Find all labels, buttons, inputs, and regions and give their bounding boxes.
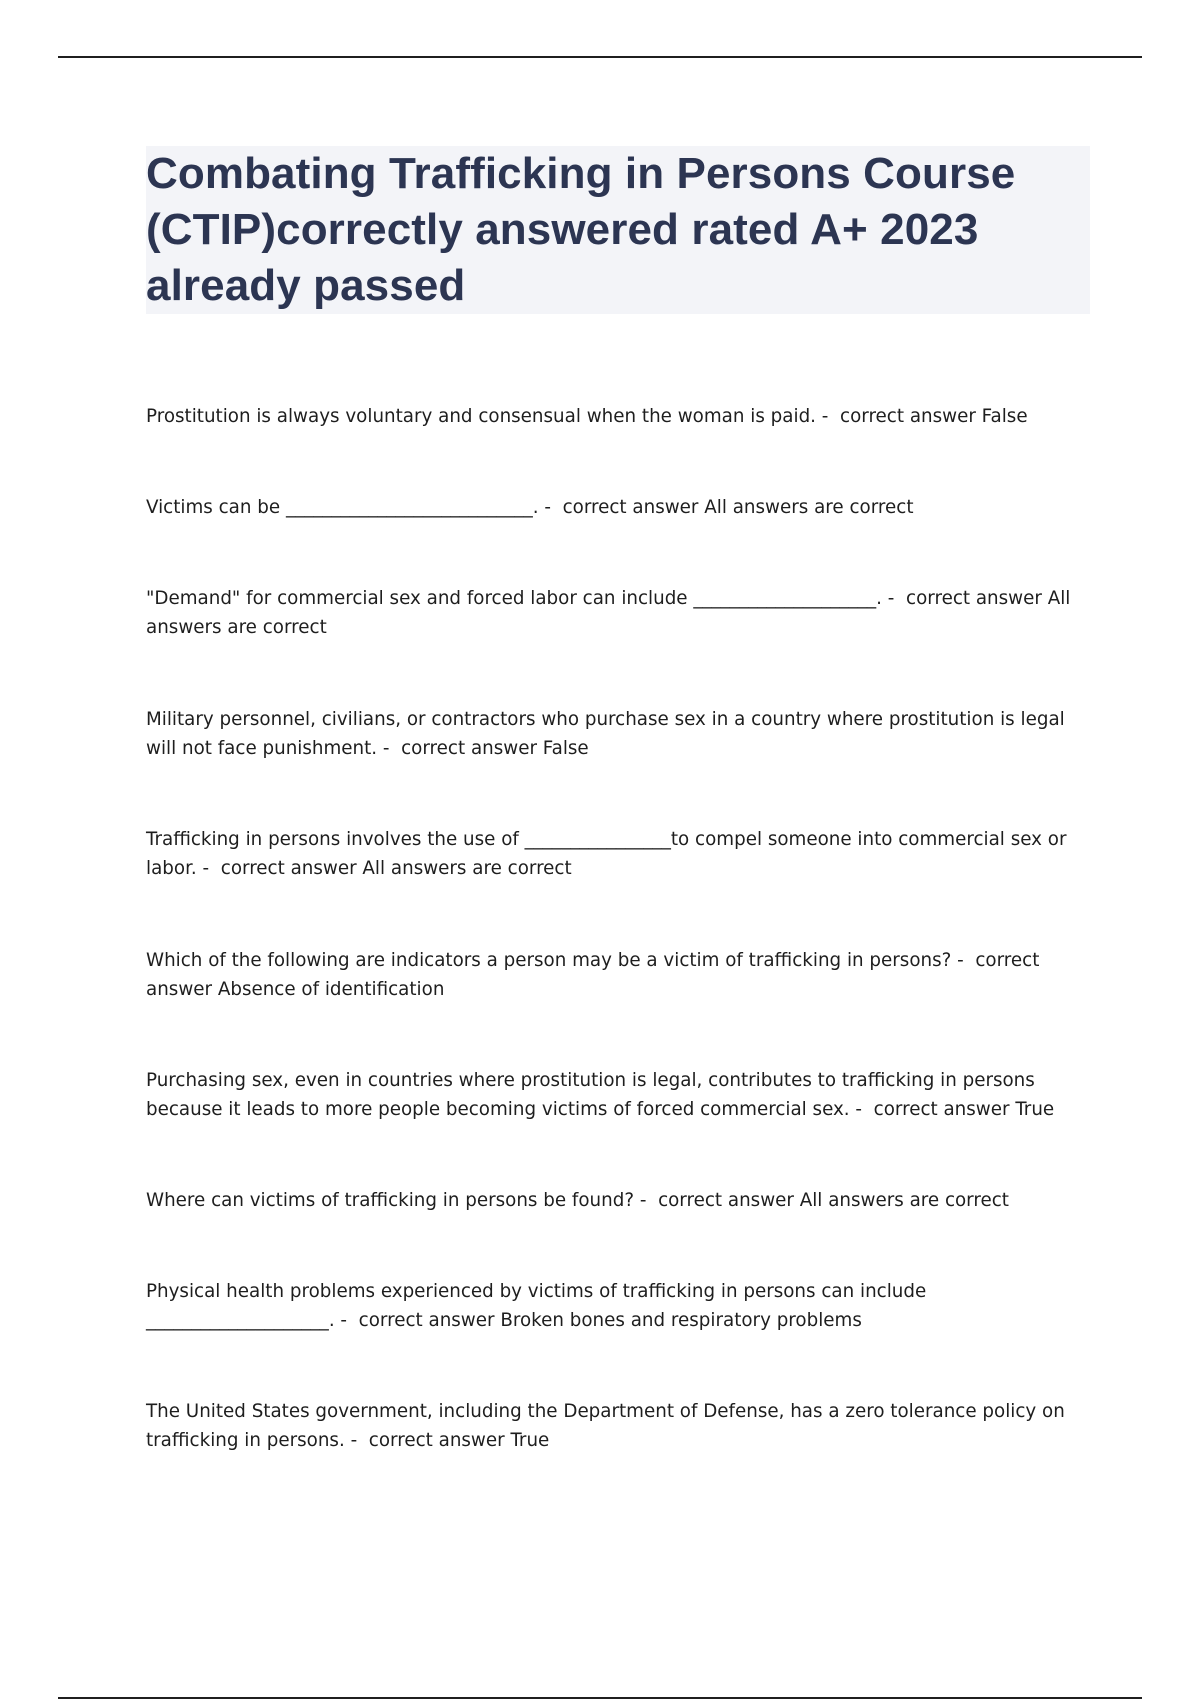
answer-text: correct answer All answers are correct <box>220 858 572 879</box>
answer-text: correct answer True <box>368 1430 550 1451</box>
answer-text: correct answer All answers are correct <box>658 1190 1009 1211</box>
bottom-rule <box>58 1697 1142 1699</box>
question-text: Victims can be ___________________________. - <box>146 497 551 518</box>
answer-text: correct answer False <box>840 406 1028 427</box>
question-text: Trafficking in persons involves the use of ________________to compel someone into commercial sex or labor. - <box>146 829 1067 879</box>
question-text: Prostitution is always voluntary and consensual when the woman is paid. - <box>146 406 829 427</box>
qa-item-10 <box>146 1397 1092 1455</box>
question-text: "Demand" for commercial sex and forced labor can include ____________________. - <box>146 588 895 609</box>
qa-item-5 <box>146 825 1092 883</box>
qa-item-8 <box>146 1186 1092 1215</box>
qa-item-3 <box>146 584 1092 642</box>
qa-item-1 <box>146 402 1092 431</box>
question-text: Military personnel, civilians, or contractors who purchase sex in a country where prostitution is legal will not face punishment. - <box>146 709 1065 759</box>
qa-item-9 <box>146 1277 1092 1335</box>
qa-item-7 <box>146 1066 1092 1124</box>
question-text: Purchasing sex, even in countries where prostitution is legal, contributes to trafficking in persons because it leads to more people becoming victims of forced commercial sex. - <box>146 1070 1035 1120</box>
answer-text: correct answer Absence of identification <box>146 950 1040 1000</box>
document-title: Combating Trafficking in Persons Course (CTIP)correctly answered rated A+ 2023 already passed <box>146 149 1016 310</box>
qa-item-4 <box>146 705 1092 763</box>
qa-item-2 <box>146 493 1092 522</box>
answer-text: correct answer All answers are correct <box>562 497 914 518</box>
answer-text: correct answer False <box>401 738 589 759</box>
question-text: Where can victims of trafficking in persons be found? - <box>146 1190 647 1211</box>
answer-text: correct answer True <box>873 1099 1055 1120</box>
question-text: Physical health problems experienced by victims of trafficking in persons can include ____________________. - <box>146 1281 927 1331</box>
question-text: Which of the following are indicators a person may be a victim of trafficking in persons? - <box>146 950 964 971</box>
answer-text: correct answer Broken bones and respiratory problems <box>358 1310 862 1331</box>
answer-text: correct answer All answers are correct <box>146 588 1071 638</box>
top-rule <box>58 56 1142 58</box>
question-text: The United States government, including the Department of Defense, has a zero tolerance policy on trafficking in persons. - <box>146 1401 1065 1451</box>
qa-item-6 <box>146 946 1092 1004</box>
